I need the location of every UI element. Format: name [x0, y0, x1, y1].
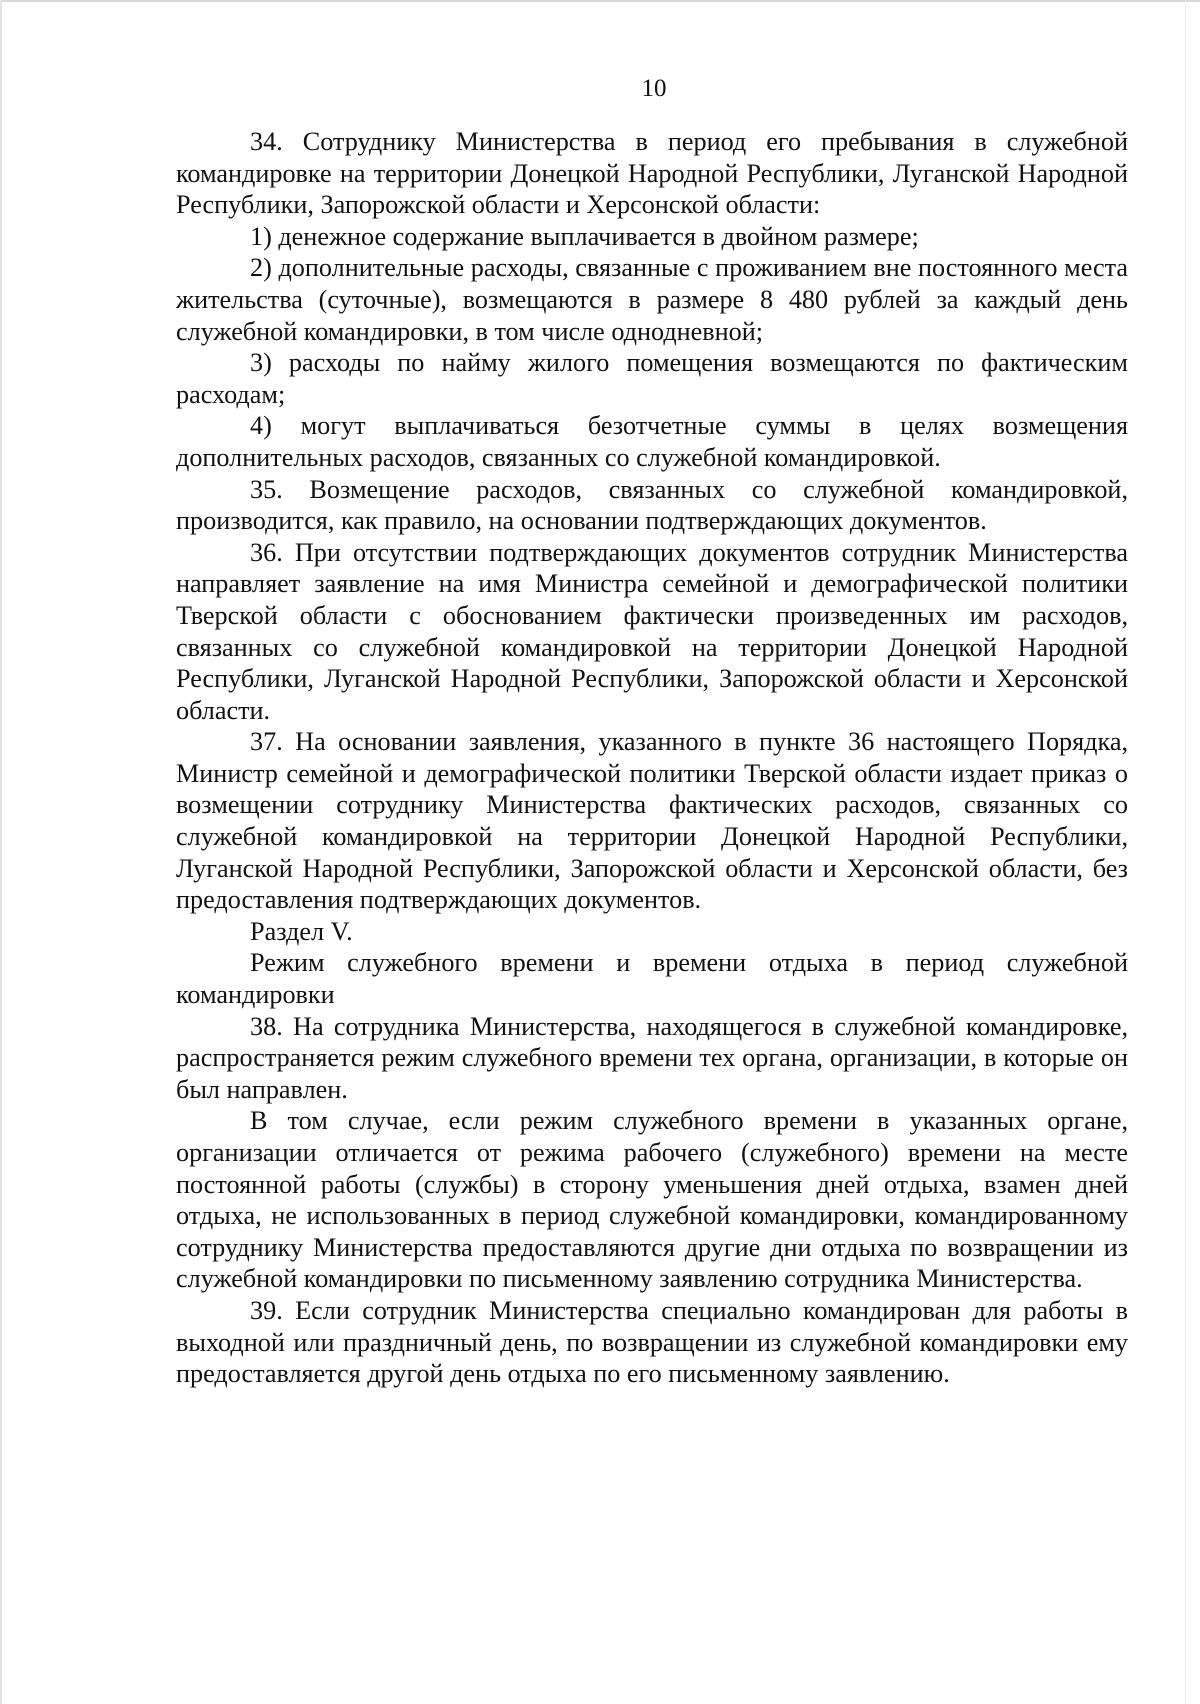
document-body	[176, 126, 1128, 1390]
paragraph-39: 39. Если сотрудник Министерства специально командирован для работы в выходной или праздничный день, по возвращении из служебной командировки ему предоставляется другой день отдыха по его письменному заявлению.	[176, 1295, 1128, 1389]
scan-edge-top	[0, 0, 1200, 2]
paragraph-37: 37. На основании заявления, указанного в пункте 36 настоящего Порядка, Министр семейной и демографической политики Тверской области издает приказ о возмещении сотруднику Министерства фактических расходов, связанных со служебной командировкой на территории Донецкой Народной Республики, Луганской Народной Республики, Запорожской области и Херсонской области, без предоставления подтверждающих документов.	[176, 727, 1128, 915]
scan-edge-right	[1185, 0, 1186, 1704]
paragraph-35: 35. Возмещение расходов, связанных со служебной командировкой, производится, как правило, на основании подтверждающих документов.	[176, 474, 1128, 536]
page-number: 10	[641, 75, 667, 102]
scan-edge-left	[0, 0, 2, 1704]
section-number: Раздел V.	[250, 916, 353, 946]
paragraph-36: 36. При отсутствии подтверждающих документов сотрудник Министерства направляет заявление на имя Министра семейной и демографической политики Тверской области с обоснованием фактически произведенных им расходов, связанных со служебной командировкой на территории Донецкой Народной Республики, Луганской Народной Республики, Запорожской области и Херсонской области.	[176, 537, 1128, 725]
paragraph-34-item-3: 3) расходы по найму жилого помещения возмещаются по фактическим расходам;	[176, 348, 1128, 409]
paragraph-34-item-2: 2) дополнительные расходы, связанные с проживанием вне постоянного места жительства (суточные), возмещаются в размере 8 480 рублей за каждый день служебной командировки, в том числе однодневной;	[176, 253, 1128, 346]
paragraph-34-item-1: 1) денежное содержание выплачивается в двойном размере;	[250, 221, 919, 251]
paragraph-34: 34. Сотруднику Министерства в период его пребывания в служебной командировке на территории Донецкой Народной Республики, Луганской Народной Республики, Запорожской области и Херсонской области:	[176, 127, 1128, 220]
paragraph-34-item-4: 4) могут выплачиваться безотчетные суммы в целях возмещения дополнительных расходов, связанных со служебной командировкой.	[176, 411, 1128, 472]
paragraph-38: 38. На сотрудника Министерства, находящегося в служебной командировке, распространяется режим служебного времени тех органа, организации, в которые он был направлен.	[176, 1011, 1128, 1104]
paragraph-38-continued: В том случае, если режим служебного времени в указанных органе, организации отличается от режима рабочего (служебного) времени на месте постоянной работы (службы) в сторону уменьшения дней отдыха, взамен дней отдыха, не использованных в период служебной командировки, командированному сотруднику Министерства предоставляются другие дни отдыха по возвращении из служебной командировки по письменному заявлению сотрудника Министерства.	[176, 1106, 1128, 1294]
section-title: Режим служебного времени и времени отдыха в период служебной командировки	[176, 948, 1128, 1010]
